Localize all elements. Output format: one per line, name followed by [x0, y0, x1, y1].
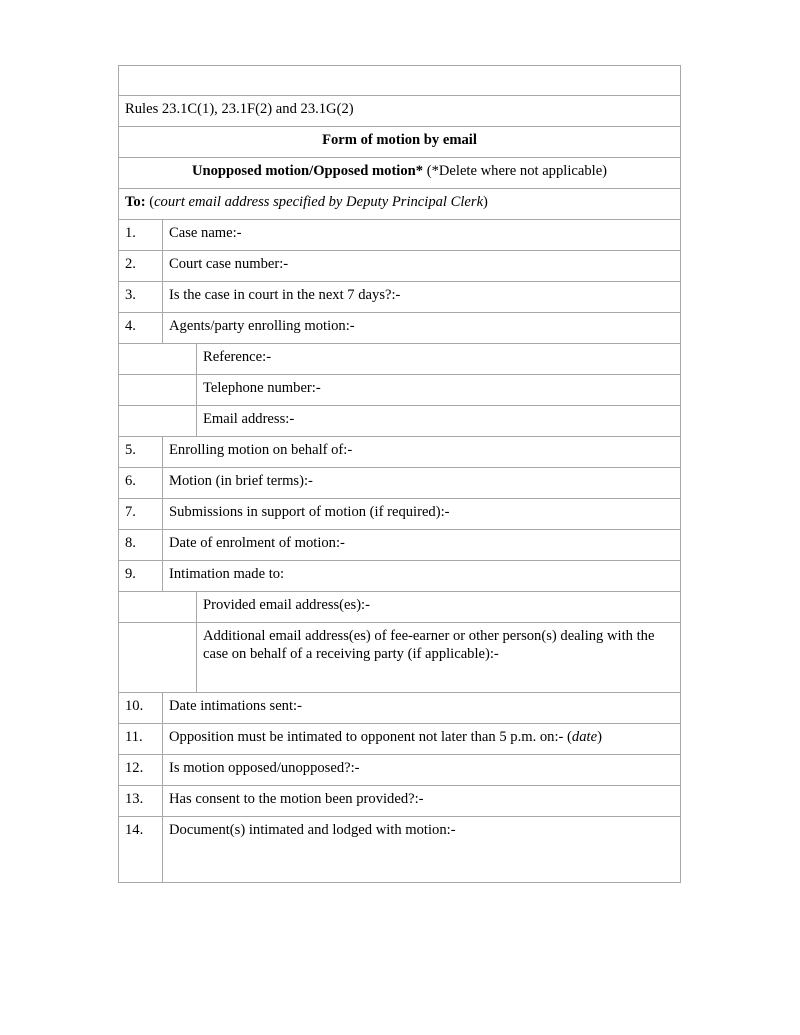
- table-row-1: [119, 220, 681, 251]
- date-placeholder: date: [571, 729, 598, 745]
- table-row-3: [119, 282, 681, 313]
- row-label-court-case-number: Court case number:-: [163, 251, 681, 282]
- row-number: 14.: [119, 817, 163, 883]
- row-label-agents-enrolling: Agents/party enrolling motion:-: [163, 313, 681, 344]
- blank-cell: [119, 66, 681, 96]
- indent-cell: [119, 592, 197, 623]
- indent-cell: [119, 344, 197, 375]
- indent-cell: [119, 406, 197, 437]
- row-number: 10.: [119, 693, 163, 724]
- row-number: 2.: [119, 251, 163, 282]
- row-label-intimation-made-to: Intimation made to:: [163, 561, 681, 592]
- row-number: 8.: [119, 530, 163, 561]
- table-row-12: [119, 755, 681, 786]
- row-number: 9.: [119, 561, 163, 592]
- rules-reference: Rules 23.1C(1), 23.1F(2) and 23.1G(2): [119, 96, 681, 127]
- row-number: 11.: [119, 724, 163, 755]
- table-row-9: [119, 561, 681, 592]
- subrow-label-telephone: Telephone number:-: [197, 375, 681, 406]
- table-row-to: [119, 189, 681, 220]
- motion-type-note: (*Delete where not applicable): [423, 163, 608, 179]
- table-row-title: [119, 127, 681, 158]
- row-label-in-court-next-7-days: Is the case in court in the next 7 days?:-: [163, 282, 681, 313]
- table-row-8: [119, 530, 681, 561]
- row-label-date-of-enrolment: Date of enrolment of motion:-: [163, 530, 681, 561]
- subrow-label-email: Email address:-: [197, 406, 681, 437]
- row-label-consent-provided: Has consent to the motion been provided?:-: [163, 786, 681, 817]
- table-row-4: [119, 313, 681, 344]
- table-row-11: [119, 724, 681, 755]
- subrow-label-reference: Reference:-: [197, 344, 681, 375]
- row-number: 6.: [119, 468, 163, 499]
- table-row-blank: [119, 66, 681, 96]
- date-paren-open: (: [567, 729, 572, 745]
- row-label-opposition-deadline: [163, 724, 681, 755]
- row-label-is-motion-opposed: Is motion opposed/unopposed?:-: [163, 755, 681, 786]
- indent-cell: [119, 375, 197, 406]
- to-label: To:: [125, 194, 146, 210]
- table-row-rules: [119, 96, 681, 127]
- subrow-label-additional-email: Additional email address(es) of fee-earner or other person(s) dealing with the case on behalf of a receiving party (if applicable):-: [197, 623, 681, 693]
- page-title: Form of motion by email: [119, 127, 681, 158]
- row-number: 5.: [119, 437, 163, 468]
- row-number: 3.: [119, 282, 163, 313]
- row-label-motion-brief-terms: Motion (in brief terms):-: [163, 468, 681, 499]
- row-number: 12.: [119, 755, 163, 786]
- row-label-case-name: Case name:-: [163, 220, 681, 251]
- row-label-documents-lodged: Document(s) intimated and lodged with motion:-: [163, 817, 681, 883]
- table-subrow-additional-email: [119, 623, 681, 693]
- table-row-7: [119, 499, 681, 530]
- row-label-date-intimations-sent: Date intimations sent:-: [163, 693, 681, 724]
- table-row-motion-type: [119, 158, 681, 189]
- subrow-label-provided-email: Provided email address(es):-: [197, 592, 681, 623]
- row-number: 4.: [119, 313, 163, 344]
- to-paren-open: (: [145, 194, 155, 210]
- motion-type-cell: [119, 158, 681, 189]
- table-subrow-reference: [119, 344, 681, 375]
- row-label-submissions: Submissions in support of motion (if required):-: [163, 499, 681, 530]
- opposition-deadline-text: Opposition must be intimated to opponent not later than 5 p.m. on:-: [169, 729, 568, 745]
- indent-cell: [119, 623, 197, 693]
- row-label-enrolling-on-behalf: Enrolling motion on behalf of:-: [163, 437, 681, 468]
- table-row-2: [119, 251, 681, 282]
- table-row-14: [119, 817, 681, 883]
- row-number: 13.: [119, 786, 163, 817]
- table-row-10: [119, 693, 681, 724]
- to-address-note: court email address specified by Deputy Principal Clerk: [154, 194, 484, 210]
- motion-type-options: Unopposed motion/Opposed motion*: [191, 163, 424, 179]
- row-number: 1.: [119, 220, 163, 251]
- date-paren-close: ): [597, 729, 602, 745]
- to-paren-close: ): [483, 194, 488, 210]
- to-cell: [119, 189, 681, 220]
- row-number: 7.: [119, 499, 163, 530]
- table-subrow-provided-email: [119, 592, 681, 623]
- table-row-5: [119, 437, 681, 468]
- table-row-6: [119, 468, 681, 499]
- table-subrow-email: [119, 406, 681, 437]
- table-subrow-telephone: [119, 375, 681, 406]
- table-row-13: [119, 786, 681, 817]
- motion-form-table: [118, 65, 681, 883]
